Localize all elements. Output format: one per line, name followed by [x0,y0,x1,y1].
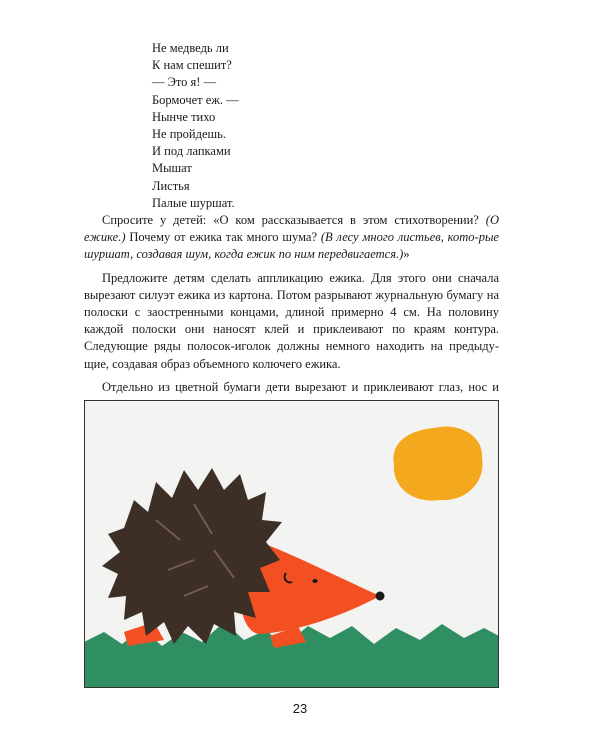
paragraph-instructions: Предложите детям сделать аппликацию ежика. Для этого они сначала вырезают силуэт ежика из картона. Потом разрывают журнальную бумагу на полоски с заостренными концами, длиной примерно 4 см. На половину каждой полоски они наносят клей и приклеивают по краям контура. Следующие ряды полосок-иголок должны немного находить на предыду-щие, создавая образ объемного колючего ежика. [84,270,499,371]
poem-line: Мышат [152,161,192,176]
paragraph-text: Почему от ежика так много шума? [125,230,321,245]
hedgehog-illustration [84,400,499,688]
poem-line: К нам спешит? [152,58,232,73]
poem-line: И под лапками [152,144,231,159]
poem-line: Бормочет еж. — [152,92,239,107]
hedgehog-applique-photo [84,400,499,688]
poem-line: Не пройдешь. [152,127,226,142]
paragraph-text: » [403,247,410,262]
poem-line: — Это я! — [152,75,217,90]
sun-shape [393,426,482,500]
answer-italic: (В лесу много листьев, кото-рые шуршат, создавая шум, когда ежик по ним передвигается.) [84,230,499,262]
poem-line: Нынче тихо [152,109,216,124]
paragraph-text: Спросите у детей: «О ком рассказывается в этом стихотворении? [102,213,486,227]
poem-line: Не медведь ли [152,41,229,55]
poem-line: Листья [152,178,190,193]
paragraph-details: Отдельно из цветной бумаги дети вырезают и приклеивают глаз, нос и [102,379,499,394]
poem [152,40,239,212]
paragraph-question [84,212,499,264]
answer-italic: (О ежике.) [84,213,499,245]
page-number: 23 [292,701,308,716]
poem-line: Палые шуршат. [152,195,235,210]
hedgehog-eye [312,579,317,583]
body-text [84,212,499,419]
hedgehog-nose [376,592,385,601]
